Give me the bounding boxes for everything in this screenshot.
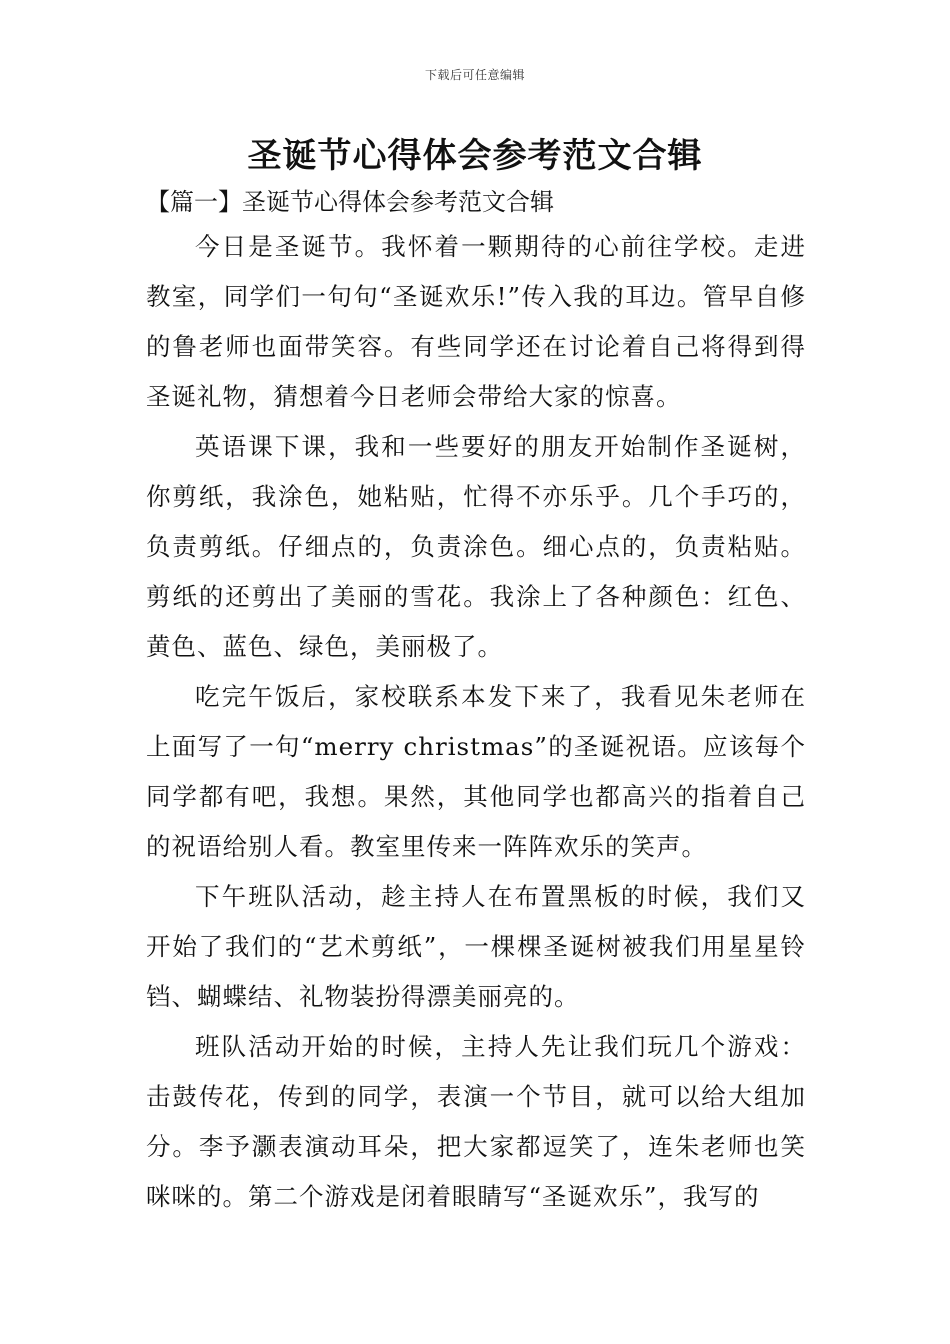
document-title: 圣诞节心得体会参考范文合辑	[247, 136, 703, 176]
header-note: 下载后可任意编辑	[424, 68, 525, 82]
paragraph: 吃完午饭后，家校联系本发下来了，我看见朱老师在上面写了一句“merry christmas”的圣诞祝语。应该每个同学都有吧，我想。果然，其他同学也都高兴的指着自己的祝语给别人看。教室里传来一阵阵欢乐的笑声。	[146, 682, 806, 861]
body-text	[146, 222, 806, 1222]
paragraph: 班队活动开始的时候，主持人先让我们玩几个游戏：击鼓传花，传到的同学，表演一个节目，就可以给大组加分。李予灏表演动耳朵，把大家都逗笑了，连朱老师也笑咪咪的。第二个游戏是闭着眼睛写“圣诞欢乐”，我写的	[146, 1032, 806, 1211]
paragraph: 今日是圣诞节。我怀着一颗期待的心前往学校。走进教室，同学们一句句“圣诞欢乐!”传入我的耳边。管早自修的鲁老师也面带笑容。有些同学还在讨论着自己将得到得圣诞礼物，猜想着今日老师会带给大家的惊喜。	[146, 232, 806, 411]
section-heading: 【篇一】圣诞节心得体会参考范文合辑	[146, 188, 554, 216]
paragraph: 下午班队活动，趁主持人在布置黑板的时候，我们又开始了我们的“艺术剪纸”，一棵棵圣诞树被我们用星星铃铛、蝴蝶结、礼物装扮得漂美丽亮的。	[146, 882, 806, 1011]
paragraph: 英语课下课，我和一些要好的朋友开始制作圣诞树，你剪纸，我涂色，她粘贴，忙得不亦乐乎。几个手巧的，负责剪纸。仔细点的，负责涂色。细心点的，负责粘贴。剪纸的还剪出了美丽的雪花。我涂上了各种颜色：红色、黄色、蓝色、绿色，美丽极了。	[146, 432, 806, 661]
